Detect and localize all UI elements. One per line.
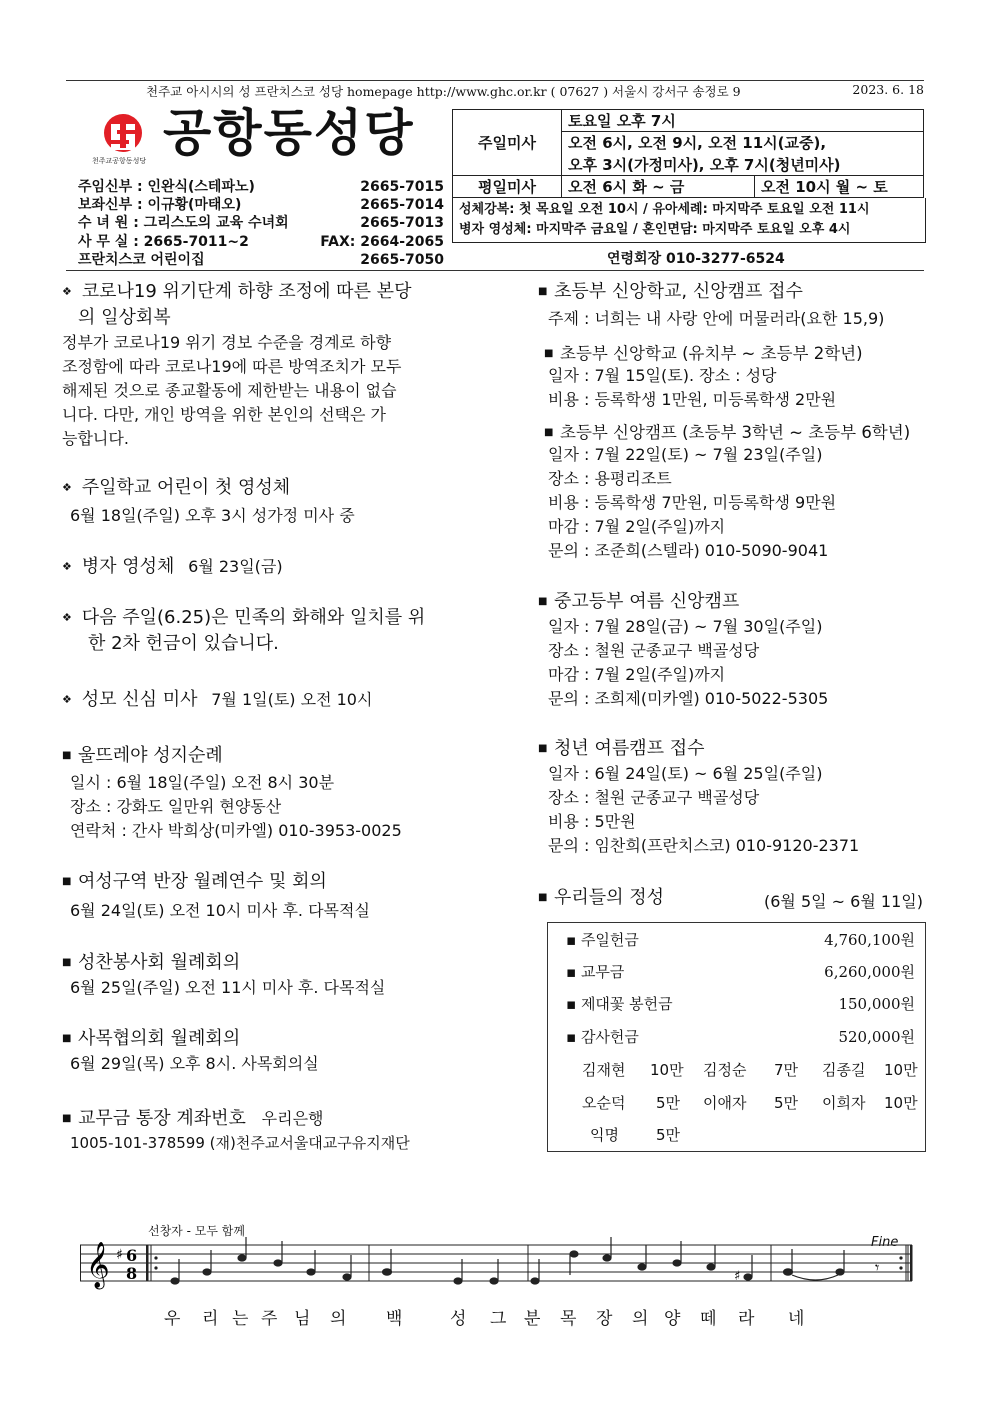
pilgrimage-body: 일시 : 6월 18일(주일) 오전 8시 30분 장소 : 강화도 일만위 현양동산 연락처 : 간사 박희상(미카엘) 010-3953-0025: [70, 773, 402, 840]
donor-name: 오순덕: [582, 1094, 626, 1112]
covid-body: 정부가 코로나19 위기 경보 수준을 경계로 하향 조정함에 따라 코로나19에 따른 방역조치가 모두 해제된 것으로 종교활동에 제한받는 내용이 없습 니다. 다만, 개인 방역을 위한 본인의 선택은 가 능합니다.: [62, 333, 402, 448]
parish-info: 천주교 아시시의 성 프란치스코 성당 homepage http://www.ghc.or.kr ( 07627 ) 서울시 강서구 송정로 9: [146, 84, 741, 99]
weekday-mass-label: 평일미사: [453, 176, 562, 198]
sunday-mass-line: 오전 6시, 오전 9시, 오전 11시(교중),: [562, 132, 924, 154]
camp-theme: 주제 : 너희는 내 사랑 안에 머물러라(요한 15,9): [548, 309, 885, 328]
sunday-mass-label: 주일미사: [453, 110, 562, 176]
donor-name: 이희자: [822, 1094, 866, 1112]
svg-text:♯: ♯: [116, 1247, 123, 1263]
staff-row: 프란치스코 어린이집 2665-7050: [78, 251, 444, 268]
section-divider: [66, 270, 924, 271]
donor-amount: 5만: [656, 1094, 681, 1112]
page-title: 공항동성당: [163, 104, 415, 162]
svg-text:𝄞: 𝄞: [86, 1242, 110, 1288]
sunday-mass-line: 토요일 오후 7시: [562, 110, 924, 132]
donor-name: 이애자: [703, 1094, 747, 1112]
offering-row: ▪ 교무금 6,260,000원: [566, 963, 915, 981]
account-number: 1005-101-378599 (재)천주교서울대교구유지재단: [70, 1134, 410, 1152]
offering-row: ▪ 제대꽃 봉헌금 150,000원: [566, 995, 915, 1013]
covid-title: ❖ 코로나19 위기단계 하향 조정에 따른 본당 의 일상회복: [62, 281, 412, 328]
elementary-camp-body: 일자 : 7월 22일(토) ~ 7월 23일(주일) 장소 : 용평리조트 비용 : 등록학생 7만원, 미등록학생 9만원 마감 : 7월 2일(주일)까지 문의 : 조준희(스텔라) 010-5090-9041: [548, 445, 837, 560]
donor-amount: 10만: [884, 1094, 918, 1112]
weekday-mass-1: 오전 6시 화 ~ 금: [562, 176, 755, 198]
mass-schedule-table: [452, 109, 924, 198]
square-bullet-icon: ■: [62, 876, 72, 887]
parish-logo-icon: [98, 112, 148, 162]
donor-amount: 7만: [774, 1061, 799, 1079]
elementary-camp-title: ■ 초등부 신앙캠프 (초등부 3학년 ~ 초등부 6학년): [544, 423, 911, 442]
offering-title: ■ 우리들의 정성: [538, 885, 664, 911]
first-communion-body: 6월 18일(주일) 오후 3시 성가정 미사 중: [70, 506, 355, 525]
voice-instruction: 선창자 - 모두 함께: [148, 1224, 245, 1238]
bulletin-date: 2023. 6. 18: [852, 82, 924, 97]
diamond-bullet-icon: ❖: [62, 285, 72, 298]
school-body: 일자 : 7월 15일(토). 장소 : 성당 비용 : 등록학생 1만원, 미등록학생 2만원: [548, 366, 837, 409]
sacrament-notice: 성체강복: 첫 목요일 오전 10시 / 유아세례: 마지막주 토요일 오전 11시 병자 영성체: 마지막주 금요일 / 혼인면담: 마지막주 토요일 오후 4시: [452, 198, 926, 243]
donor-name: 김정순: [703, 1061, 747, 1079]
diamond-bullet-icon: ❖: [62, 481, 72, 494]
logo-caption: 천주교공항동성당: [92, 157, 147, 165]
women-meeting-body: 6월 24일(토) 오전 10시 미사 후. 다목적실: [70, 901, 370, 920]
square-bullet-icon: ■: [62, 957, 72, 968]
donor-name: 익명: [590, 1126, 619, 1144]
pilgrimage-title: ■ 울뜨레야 성지순례: [62, 743, 223, 769]
diamond-bullet-icon: ❖: [62, 560, 72, 573]
staff-row: 보좌신부 : 이규황(마태오) 2665-7014: [78, 197, 444, 214]
highschool-camp-body: 일자 : 7월 28일(금) ~ 7월 30일(주일) 장소 : 철원 군종교구 백골성당 마감 : 7월 2일(주일)까지 문의 : 조희제(미카엘) 010-5022-5305: [548, 617, 829, 708]
fine-marking: Fine: [871, 1235, 899, 1250]
square-bullet-icon: ■: [62, 1113, 72, 1124]
account-title: ■ 교무금 통장 계좌번호 우리은행: [62, 1106, 324, 1132]
square-bullet-icon: ■: [538, 286, 548, 297]
square-bullet-icon: ■: [544, 348, 554, 359]
donor-name: 김종길: [822, 1061, 866, 1079]
svg-text:𝄾: 𝄾: [875, 1258, 880, 1277]
header-divider: [66, 80, 924, 81]
youth-camp-body: 일자 : 6월 24일(토) ~ 6월 25일(주일) 장소 : 철원 군종교구 백골성당 비용 : 5만원 문의 : 임찬희(프란치스코) 010-9120-2371: [548, 764, 860, 855]
choir-meeting-title: ■ 성찬봉사회 월례회의: [62, 950, 240, 976]
choir-meeting-body: 6월 25일(주일) 오전 11시 미사 후. 다목적실: [70, 978, 386, 997]
square-bullet-icon: ■: [62, 1033, 72, 1044]
donor-amount: 10만: [650, 1061, 684, 1079]
offering-period: (6월 5일 ~ 6월 11일): [764, 892, 923, 911]
square-bullet-icon: ■: [544, 427, 554, 438]
youth-camp-title: ■ 청년 여름캠프 접수: [538, 736, 705, 762]
first-communion-title: ❖ 주일학교 어린이 첫 영성체: [62, 475, 290, 501]
staff-row: 사 무 실 : 2665-7011~2 FAX: 2664-2065: [78, 233, 444, 250]
donor-amount: 10만: [884, 1061, 918, 1079]
donor-amount: 5만: [656, 1126, 681, 1144]
staff-list: [78, 178, 444, 269]
camp-title: ■ 초등부 신앙학교, 신앙캠프 접수: [538, 279, 803, 305]
square-bullet-icon: ■: [538, 596, 548, 607]
diamond-bullet-icon: ❖: [62, 693, 72, 706]
square-bullet-icon: ■: [62, 750, 72, 761]
weekday-mass-2: 오전 10시 월 ~ 토: [755, 176, 924, 198]
staff-row: 주임신부 : 인완식(스테파노) 2665-7015: [78, 179, 444, 195]
marian-mass: ❖ 성모 신심 미사 7월 1일(토) 오전 10시: [62, 687, 372, 713]
women-meeting-title: ■ 여성구역 반장 월례연수 및 회의: [62, 869, 327, 895]
svg-text:6: 6: [126, 1246, 138, 1265]
council-meeting-title: ■ 사목협의회 월례회의: [62, 1026, 240, 1052]
sick-communion: ❖ 병자 영성체 6월 23일(금): [62, 554, 283, 580]
second-collection: ❖ 다음 주일(6.25)은 민족의 화해와 일치를 위 한 2차 헌금이 있습니다.: [62, 607, 426, 654]
square-bullet-icon: ■: [538, 892, 548, 903]
diamond-bullet-icon: ❖: [62, 611, 72, 624]
square-bullet-icon: ■: [538, 743, 548, 754]
council-meeting-body: 6월 29일(목) 오후 8시. 사목회의실: [70, 1054, 319, 1073]
funeral-committee-contact: 연령회장 010-3277-6524: [607, 251, 785, 267]
offering-box: [547, 922, 926, 1152]
svg-text:♯: ♯: [734, 1269, 741, 1284]
music-staff: [80, 1225, 920, 1295]
highschool-camp-title: ■ 중고등부 여름 신앙캠프: [538, 589, 739, 615]
staff-row: 수 녀 원 : 그리스도의 교육 수녀회 2665-7013: [78, 215, 444, 232]
sunday-mass-line: 오후 3시(가정미사), 오후 7시(청년미사): [562, 154, 924, 176]
donor-name: 김재현: [582, 1061, 626, 1079]
school-title: ■ 초등부 신앙학교 (유치부 ~ 초등부 2학년): [544, 344, 863, 363]
donor-amount: 5만: [774, 1094, 799, 1112]
offering-row: ▪ 주일헌금 4,760,100원: [566, 931, 915, 949]
svg-text:8: 8: [126, 1264, 138, 1283]
offering-row: ▪ 감사헌금 520,000원: [566, 1028, 915, 1046]
